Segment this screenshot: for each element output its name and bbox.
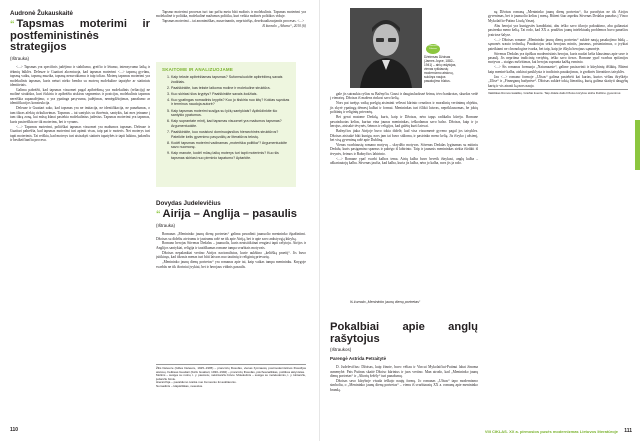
paragraph: Bažnyčios įtaka Airijoje buvo tokia didelė, kad visa visuomenė gyveno pagal jos taisykles. Džoisas atsisakė būti kunigu, nors jam tai buvo siūloma, ir pasirinko meno kelią. Jis išvyko į užsienį, bet visą gyvenimą rašė apie Dubliną.	[330, 129, 478, 143]
paragraph: <...> Tapsmas yra specifinis judėjimo ir stabilumo, greičio ir lėtumo, intensyvumo laiką ir tėkmių būklės. Deleuze ir Guattari akcentuoja, kad tapsmas moterimi <...> tapsmą gyvūnu, tapsmą vaiku, tapsmą muzika, tapsmą nesuvokiamu ir taip toliau. Moterų tapsmas moterimi yra molekulinis tapsmas, kuris neturi nieko bendra su moterų molekuline tapatybe ar statiniais identitetais.	[10, 65, 150, 88]
paragraph: D. Judelevičius: Džoisas, kaip žinote, buvo vėliau ir Vincui Mykolaičiui-Putinui labai žinoma asmenybė. Pats Putinas skaitė Džoiso kūrinius ir juos vertino. Man atrodo, kad „Menininko jaunų dienų portretas“ ir „Altorių šešėly“ turi panašumų.	[330, 365, 478, 378]
question-item: 7. Paaiškinkite, kuo nusistovi dominuojančios hierarchinės struktūros? Pateikite kelis gyvenimo pavyzdžių ar literatūros tekstų.	[171, 130, 290, 139]
paragraph: Jau <...> romano formoje „Ulisas“ galima pastebėti kai kurias, kurios vėliau išryškėjo „Ulise“ ir „Finneganų budynėse“. Džoisas sukūrė tokią literatūrą, kurią galima skaityti daugybę kartų ir vis atrasti ką nors naujo.	[488, 74, 628, 88]
questions-list	[162, 75, 290, 161]
question-item: 1. Kaip tekste apibrėžiamas tapsmas? Suformuluokite apibrėžimą savais žodžiais.	[171, 75, 290, 84]
quote-mark-icon: “	[156, 209, 161, 219]
right-column-1	[330, 92, 478, 166]
paragraph: Tapsmo moterimi procesas turi tuo pačiu metu būti molinis ir molekulinis. Tapsmas moterimi yra molekulinė ir politika, molekulinė mažumos politika, kuri veikia molinės politikos viduje.	[156, 10, 306, 19]
paragraph: ną Džoisas romaną „Menininko jaunų dienų portretas“, čia parodytas ne tik Airijos gyvenimas, bet ir jaunuolio kelias į meną. Būtent šiuo aspektu Stivenas Dedalas panašus į Vinco Mykolaičio-Putino Liudą Vasarį.	[488, 10, 628, 23]
question-item: 9. Kaip manote, kodėl mūsų laikų moterys turi tapti moterimis? Kuo šis tapsmas skiriasi nuo pirminio tapatumo? Aptarkite.	[171, 151, 290, 160]
paragraph: <...> Romane ypač svarbi kalbos tema. Airių kalba buvo beveik išnykusi, anglų kalba – užkariautojų kalba. Stivenas jaučia, kad kalba, kuria jis kalba, nėra jo kalba, nors jis ja rašo.	[330, 156, 478, 166]
paragraph: gale jis sutraukia ryšius su Bažnyčia. Gausi ir daugiasluoksnė šeima, tėvo bankrotas, skurdas vedė į vienatvę. Džoisas iš mažens rinkosi savo kelią.	[330, 92, 478, 101]
footnotes	[156, 364, 306, 389]
question-item: 5. Kaip tapsmas moterimi susijęs su lyčių santykiais? Apibūdinkite šio santykio ypatumus.	[171, 109, 290, 118]
paragraph: Bet gerai matome Dedalą, kuris, kaip ir Džoisas, nėra tapęs radikaliu kūrėju. Romane pavaizduotas kelias, kuriuo eina jaunas menininkas, ieškodamas savo balso. Džoisas, kaip ir jo herojus, atsisakė tėvynės, šeimos ir religijos, kad galėtų kurti laisvai.	[330, 115, 478, 129]
citation: Iš žurnalo „Athena“, 2010 (6)	[262, 24, 306, 29]
question-item: 4. Kuo ypatingas nomadinis kryptis? Kuo jo išskiria nuo kitų? Kokias sąvokas ir terminus naudoja autorė?	[171, 98, 290, 107]
right-column-2	[488, 10, 628, 96]
footnote: Molinis – susijęs su moliu, t. y. pastoviu, nekintančiu būviu. Molekulinis – susijęs su molekulėmis, t. y. kintančiu, judančiu būviu.	[156, 373, 306, 381]
article-source: (Ištrauka)	[10, 55, 30, 61]
footnote: Nomadinis – klajokliškas, nesėslus.	[156, 383, 204, 388]
article-title: “ Tapsmas moterimi ir postfeministinės strategijos	[10, 18, 150, 54]
portrait-badge: Džeimsas Džoisas	[426, 44, 440, 54]
article-author: Dovydas Judelevičius	[156, 200, 221, 207]
quote-block	[156, 10, 306, 29]
article-title: “ Airija – Anglija – pasaulis	[156, 208, 298, 220]
paragraph: Džoisas nepalankiai vertino Airijos nacionalistus, kurie aukštino „keltišką praeitį“. Jis buvo įsitikinęs, kad tikrasis menas turi būti laisvas nuo tautinių ir religinių prievartų.	[156, 250, 306, 260]
author-portrait	[350, 8, 422, 88]
article-author: Audronė Žukauskaitė	[10, 10, 73, 17]
left-column-2	[156, 200, 306, 270]
footnote: Hierarchija – pavaldumo tvarka nuo žemesnio iki aukštesnio.	[156, 380, 237, 385]
paragraph: <...> Tapsmas moterimi, politiškai tapsmas visuomet yra mažumos tapsmas. Deleuze ir Guattari pabrėžia, kad tapsmas moterimi turi apimti visus, taip pat ir moteris. Net moterys turi tapti moterimis. Tai reiškia, kad moterys turi atsisakyti statinės tapatybės ir tapti laikinu, judančiu ir besikeičiančiu procesu.	[10, 124, 151, 142]
paragraph: Nors pat turėjęs vaikų poelgių atsiminti vėlesni kūrinio cenzūros ir moralinių vertinimų objektu, jis skyrė ypatingą dėmesį kalbai ir formai. Menininkas turi išlikti laisvas, nepriklausomas, be jokių politinių ir religinių prievartų.	[330, 101, 478, 115]
paragraph: Galima pabrėžti, kad tapsmas visuomet pagal apibrėžimą yra molekulinis (reliacijų) ne molinė struktūra, kuri išskiria ir apibrėžia atskirus segmentus ir pozicijas, molekulinis tapsmas nereiškia supanašėjimo, o yra ypatinga pasyvuma, judėjimas, nemėgdžiojimas, panašumo ar identifikacijos konstrukcija.	[10, 88, 150, 106]
quote-mark-icon: “	[10, 19, 15, 29]
question-item: 2. Paaiškinkite, kas tekste laikoma moline ir molekuline struktūra.	[171, 86, 290, 91]
paragraph: Tapsmas moterimi – tai anonimiškas, nusavinantis, neprisirišęs, deseksualizuojantis procesas. <...>	[162, 19, 305, 24]
article-source: (Ištraukos)	[330, 347, 352, 353]
paragraph: Deleuze ir Guattari sako, kad tapsmas yra ne imitacija, ne identifikacija, ne panašumas, o tam tikras afektų cirkuliavimas. Tapsmas – tai santykis su išorėmis, santykis, kai mes įeiname į tam tikrą zoną, kai mūsų kūnai pasiekia molekulinius judesius. Tapsmas moterimi yra tapsmas, kuris pasireiškia ne tik moterims, bet ir vyrams.	[10, 106, 150, 124]
questions-title: SKAITOME IR ANALIZUOJAME	[162, 67, 234, 72]
question-item: 3. Kuo skiriasi šios kryptys? Paaiškinkite savais žodžiais.	[171, 92, 290, 97]
left-column-1	[10, 10, 150, 143]
footer-text: VIII CIKLAS. XX a. pirmosios pusės modernizmas Lietuvos literatūroje	[484, 429, 618, 434]
question-item: 6. Kaip suprantate mintį, kad tapsmas visuomet yra mažumos tapsmas? Argumentuokite.	[171, 119, 290, 128]
page-number: 111	[624, 428, 632, 434]
article-editor: Parengė Astrida Petraitytė	[330, 355, 387, 361]
paragraph: Vienas svarbiausių romano motyvų – skrydžio motyvas. Stivenas Dedalas lyginamas su mitiniu Dedalu, kuris pasigamino sparnus ir pabėgo iš labirinto. Taip ir jaunasis menininkas siekia ištrūkti iš tėvynės, šeimos ir Bažnyčios labirinto.	[330, 142, 478, 156]
paragraph: Romano herojus Stivenas Dedalas – jaunuolis, kuris neatsitiktinai rengiasi tapti rašytoju. Airijos ir Anglijos santykiai, religija ir tautiškumas romane tampa svarbiais motyvais.	[156, 241, 306, 250]
footnote: Žilis Deleuze (Gilles Deleuze, 1925–1995) – prancūzų filosofas, vienas žymiausių postmodernistinės filosofijos atstovų. Feliksas Guattari (Félix Guattari, 1930–1992) – prancūzų filosofas, psichoanalitikas, politikos aktyvistas.	[156, 366, 306, 374]
portrait-caption: Džeimsas Džoisas (James Joyce, 1882–1941) – airių rašytojas, vienas ryškiausių modernizmo atstovų, sukūręs naujus pasakojimo būdus.	[424, 55, 457, 83]
footnote: Vaikiškas Romos katalikų. Gražiai šventė. Taip didelė dalis Džoiso kūrybos skirta Dublino gyvenimui.	[488, 89, 628, 95]
paragraph: <...> Džoisas romane „Menininko jaunų dienų portretas“ sukūrė naują pasakojimo būdą – sąmonės srauto techniką. Pasakotojas seka herojaus mintis, jausmus, prisiminimus, o įvykiai pateikiami ne chronologine tvarka, bet taip, kaip jie iškyla herojaus sąmonėje.	[488, 37, 628, 51]
article-source: (Ištrauka)	[156, 222, 176, 228]
paragraph: „Menininko jaunų dienų portretas“ yra romanas apie tai, kaip vaikas tampa menininku. Knygoje svarbūs ne tik išoriniai įvykiai, bet ir herojaus vidinis pasaulis.	[156, 260, 306, 269]
interview-section	[330, 322, 478, 393]
paragraph: Romanas „Menininko jaunų dienų portretas“ galima pavadinti jaunuolio menininko išpažintimi. Džoisas su dideliu atvirumu ir jautrumu rašė ne tik apie Airiją, bet ir apie savo ankstyvąją kūrybą.	[156, 232, 306, 241]
paragraph: Stivenas Dedalas yra tipiškas modernistinis herojus, kuris nuolat kelia klausimus apie save ir pasaulį. Jis nepriima tradicinių vertybių, ieško savo tiesos. Romane ypač svarbus epifanijos motyvas – staigus nušvitimas, kai herojus supranta kažką esminio.	[488, 51, 628, 65]
portrait-image	[350, 8, 422, 88]
page-number: 110	[10, 427, 19, 433]
questions-box	[156, 62, 296, 187]
paragraph: Džoisas savo kūryboje visada ieškojo naujų formų. Jo romanas „Ulisas“ tapo modernizmo simboliu, o „Menininko jaunų dienų portretas“ – vienu iš svarbiausių XX a. romanų apie menininko brandą.	[330, 378, 478, 392]
paragraph: Abu herojai yra kunigystės kandidatai, abu ieško savo tikrojo pašaukimo, abu galiausiai pasirenka meno kelią. Tai rodo, kad XX a. pradžios jaunų intelektualų problemos buvo panašios įvairiose šalyse.	[488, 23, 628, 37]
side-tab	[635, 120, 640, 170]
paragraph: <...> Šis romanas formuoja „Naturnaaste“, galime pasisavinti ir kūrybinių iššūkių. Būtent kaip meninė kalba, atskirai pasiklysta ir tradicinis pasakojimas, ir grožinės literatūros taisyklės.	[488, 65, 628, 74]
article-title: Pokalbiai apie anglų rašytojus	[330, 321, 478, 345]
question-item: 8. Kodėl tapsmas moterimi vadinamas „moteriška politika“? Argumentuokite savo nuomonę.	[171, 141, 290, 150]
book-caption: Iš žurnalo „Menininko jaunų dienų portretas“	[350, 300, 421, 304]
